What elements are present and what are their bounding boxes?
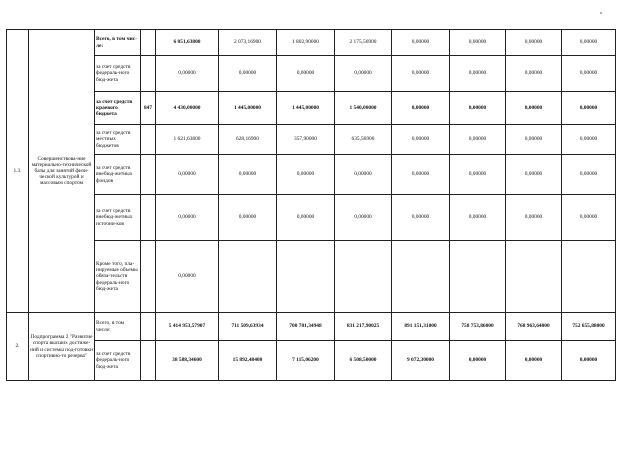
value-cell: 2 073,16900 — [219, 30, 277, 56]
value-cell: 0,00000 — [506, 30, 562, 56]
value-cell: 0,00000 — [219, 195, 277, 241]
value-cell: 768 963,64000 — [506, 313, 562, 341]
table-row — [7, 155, 616, 195]
value-cell: 0,00000 — [506, 341, 562, 381]
scan-speck — [600, 12, 602, 14]
value-cell: 0,00000 — [562, 155, 616, 195]
measure-name: Подпрограмма 2 "Развитие спорта высших достиже-ний и системы под-готовки спортивно-го резерва" — [29, 313, 95, 381]
value-cell: 0,00000 — [506, 195, 562, 241]
value-cell: 0,00000 — [392, 195, 450, 241]
value-cell: 0,00000 — [392, 30, 450, 56]
funding-source: за счет средств внебюд-жетных источни-ков — [95, 195, 141, 241]
value-cell: 0,00000 — [335, 155, 392, 195]
funding-source: Кроме того, пла-нируемые объемы обяза-тельств федераль-ного бюд-жета — [95, 241, 141, 313]
value-cell: 0,00000 — [506, 56, 562, 92]
value-cell: 0,00000 — [450, 92, 506, 125]
value-cell — [335, 241, 392, 313]
value-cell: 7 115,06200 — [277, 341, 335, 381]
value-cell: 0,00000 — [450, 341, 506, 381]
value-cell: 0,00000 — [335, 195, 392, 241]
value-cell: 15 892,48400 — [219, 341, 277, 381]
value-cell: 0,00000 — [277, 195, 335, 241]
value-cell — [450, 241, 506, 313]
value-cell: 0,00000 — [450, 155, 506, 195]
value-cell: 0,00000 — [277, 56, 335, 92]
value-cell: 0,00000 — [392, 56, 450, 92]
value-cell: 0,00000 — [562, 30, 616, 56]
table-row — [7, 313, 616, 341]
value-cell: 0,00000 — [277, 155, 335, 195]
value-cell: 758 753,86000 — [450, 313, 506, 341]
value-cell: 1 540,00000 — [335, 92, 392, 125]
value-cell: 0,00000 — [156, 195, 219, 241]
value-cell: 628,16900 — [219, 125, 277, 155]
value-cell: 9 072,30000 — [392, 341, 450, 381]
value-cell: 0,00000 — [506, 155, 562, 195]
value-cell: 38 588,34600 — [156, 341, 219, 381]
value-cell: 0,00000 — [156, 155, 219, 195]
value-cell: 0,00000 — [562, 125, 616, 155]
table-row — [7, 30, 616, 56]
value-cell — [392, 241, 450, 313]
row-index: 1.3. — [7, 30, 29, 313]
table-row — [7, 241, 616, 313]
value-cell: 1 445,00000 — [277, 92, 335, 125]
budget-code — [141, 30, 156, 56]
budget-code — [141, 195, 156, 241]
value-cell: 0,00000 — [219, 155, 277, 195]
value-cell: 1 802,90000 — [277, 30, 335, 56]
value-cell: 0,00000 — [562, 195, 616, 241]
value-cell: 0,00000 — [562, 92, 616, 125]
table-row — [7, 56, 616, 92]
value-cell — [219, 241, 277, 313]
value-cell: 2 175,56900 — [335, 30, 392, 56]
value-cell: 6 051,63800 — [156, 30, 219, 56]
value-cell: 0,00000 — [392, 92, 450, 125]
value-cell: 0,00000 — [506, 125, 562, 155]
value-cell: 0,00000 — [335, 56, 392, 92]
table-row — [7, 92, 616, 125]
value-cell: 891 151,31000 — [392, 313, 450, 341]
value-cell: 1 621,63800 — [156, 125, 219, 155]
budget-code — [141, 313, 156, 341]
value-cell: 0,00000 — [450, 30, 506, 56]
budget-code — [141, 155, 156, 195]
value-cell: 357,90000 — [277, 125, 335, 155]
value-cell: 0,00000 — [156, 241, 219, 313]
funding-source: Всего, в том числе: — [95, 313, 141, 341]
budget-code — [141, 341, 156, 381]
value-cell: 6 508,50000 — [335, 341, 392, 381]
value-cell — [562, 241, 616, 313]
budget-code: 847 — [141, 92, 156, 125]
measure-name: Совершенствова-ние материально-технической базы для занятий физи-ческой культурой и массовым спортом — [29, 30, 95, 313]
value-cell — [506, 241, 562, 313]
table-row — [7, 195, 616, 241]
funding-source: за счет средств местных бюджетов — [95, 125, 141, 155]
value-cell: 831 217,90025 — [335, 313, 392, 341]
value-cell: 0,00000 — [506, 92, 562, 125]
value-cell: 1 445,00000 — [219, 92, 277, 125]
value-cell: 0,00000 — [450, 195, 506, 241]
value-cell: 5 414 953,57907 — [156, 313, 219, 341]
value-cell: 0,00000 — [392, 125, 450, 155]
value-cell: 0,00000 — [562, 341, 616, 381]
value-cell: 0,00000 — [562, 56, 616, 92]
funding-source: Всего, в том чис-ле: — [95, 30, 141, 56]
budget-code — [141, 125, 156, 155]
budget-code — [141, 56, 156, 92]
budget-code — [141, 241, 156, 313]
table-row — [7, 341, 616, 381]
value-cell: 0,00000 — [392, 155, 450, 195]
value-cell: 0,00000 — [450, 56, 506, 92]
value-cell — [277, 241, 335, 313]
value-cell: 0,00000 — [156, 56, 219, 92]
funding-source: за счет средств внебюд-жетных фондов — [95, 155, 141, 195]
value-cell: 0,00000 — [219, 56, 277, 92]
row-index: 2. — [7, 313, 29, 381]
funding-source: за счет средств федераль-ного бюд-жета — [95, 341, 141, 381]
value-cell: 4 430,00000 — [156, 92, 219, 125]
value-cell: 700 701,34948 — [277, 313, 335, 341]
funding-source: за счет средств краевого бюджета — [95, 92, 141, 125]
value-cell: 711 509,63934 — [219, 313, 277, 341]
funding-source: за счет средств федераль-ного бюд-жета — [95, 56, 141, 92]
value-cell: 635,56900 — [335, 125, 392, 155]
budget-table — [6, 29, 616, 381]
value-cell: 0,00000 — [450, 125, 506, 155]
table-row — [7, 125, 616, 155]
value-cell: 752 655,88000 — [562, 313, 616, 341]
